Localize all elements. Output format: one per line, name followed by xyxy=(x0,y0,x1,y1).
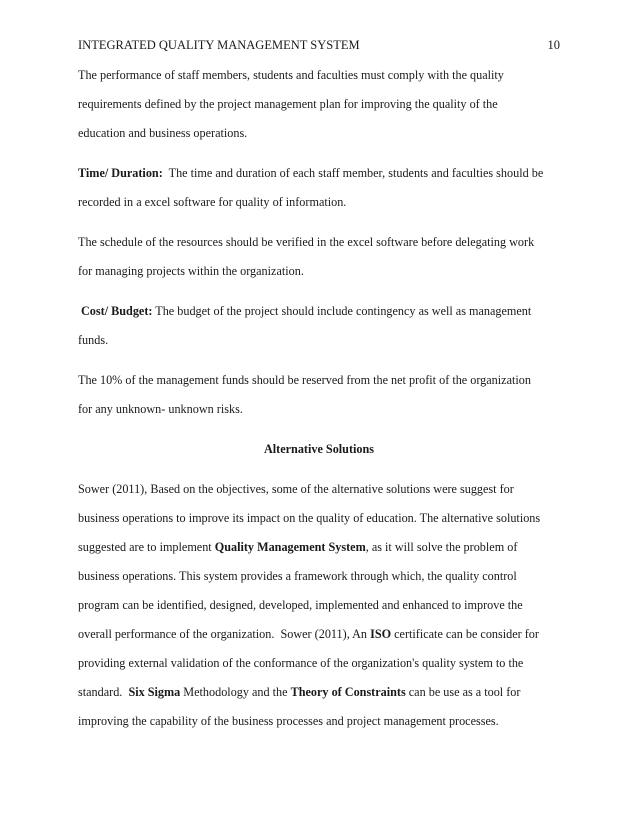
paragraph-performance xyxy=(78,61,560,148)
text-run: suggested are to implement xyxy=(78,540,215,554)
page-number: 10 xyxy=(547,38,560,52)
text-line: Sower (2011), Based on the objectives, some of the alternative solutions were suggest for xyxy=(78,482,514,496)
document-body xyxy=(78,61,560,747)
running-title: INTEGRATED QUALITY MANAGEMENT SYSTEM xyxy=(78,38,360,52)
bold-term-qms: Quality Management System xyxy=(214,540,366,554)
bold-term-six-sigma: Six Sigma xyxy=(128,685,181,699)
text-line xyxy=(78,533,560,562)
text-line: business operations. This system provides a framework through which, the quality control xyxy=(78,569,517,583)
text-line: funds. xyxy=(78,333,109,347)
text-line: The performance of staff members, students and faculties must comply with the quality xyxy=(78,68,504,82)
text-line: for any unknown- unknown risks. xyxy=(78,402,243,416)
text-run: can be use as a tool for xyxy=(405,685,521,699)
section-heading: Alternative Solutions xyxy=(263,442,375,456)
text-line xyxy=(78,620,560,649)
text-line: business operations to improve its impact on the quality of education. The alternative solutions xyxy=(78,511,541,525)
text-line: improving the capability of the business processes and project management processes. xyxy=(78,714,499,728)
text-run: , as it will solve the problem of xyxy=(365,540,518,554)
bold-label-time-duration: Time/ Duration: xyxy=(78,166,163,180)
paragraph-alternative-solutions xyxy=(78,475,560,736)
section-heading-wrapper xyxy=(78,435,560,464)
text-line: The 10% of the management funds should be reserved from the net profit of the organization xyxy=(78,373,531,387)
text-line xyxy=(78,297,560,326)
paragraph-schedule xyxy=(78,228,560,286)
text-run: The budget of the project should include contingency as well as management xyxy=(152,304,532,318)
bold-term-iso: ISO xyxy=(370,627,392,641)
paragraph-time-duration xyxy=(78,159,560,217)
text-line: requirements defined by the project management plan for improving the quality of the xyxy=(78,97,498,111)
text-line: program can be identified, designed, developed, implemented and enhanced to improve the xyxy=(78,598,523,612)
bold-label-cost-budget: Cost/ Budget: xyxy=(81,304,153,318)
text-run: overall performance of the organization. Sower (2011), An xyxy=(78,627,371,641)
text-run: The time and duration of each staff member, students and faculties should be xyxy=(162,166,544,180)
bold-term-theory-of-constraints: Theory of Constraints xyxy=(290,685,406,699)
text-line: The schedule of the resources should be verified in the excel software before delegating work xyxy=(78,235,535,249)
text-line xyxy=(78,678,560,707)
paragraph-cost-budget xyxy=(78,297,560,355)
text-run: standard. xyxy=(78,685,129,699)
text-line xyxy=(78,159,560,188)
text-run: certificate can be consider for xyxy=(391,627,539,641)
text-line: for managing projects within the organization. xyxy=(78,264,304,278)
text-line: providing external validation of the conformance of the organization's quality system to the xyxy=(78,656,524,670)
paragraph-management-funds xyxy=(78,366,560,424)
text-run: Methodology and the xyxy=(180,685,291,699)
text-line: education and business operations. xyxy=(78,126,248,140)
text-line: recorded in a excel software for quality of information. xyxy=(78,195,347,209)
